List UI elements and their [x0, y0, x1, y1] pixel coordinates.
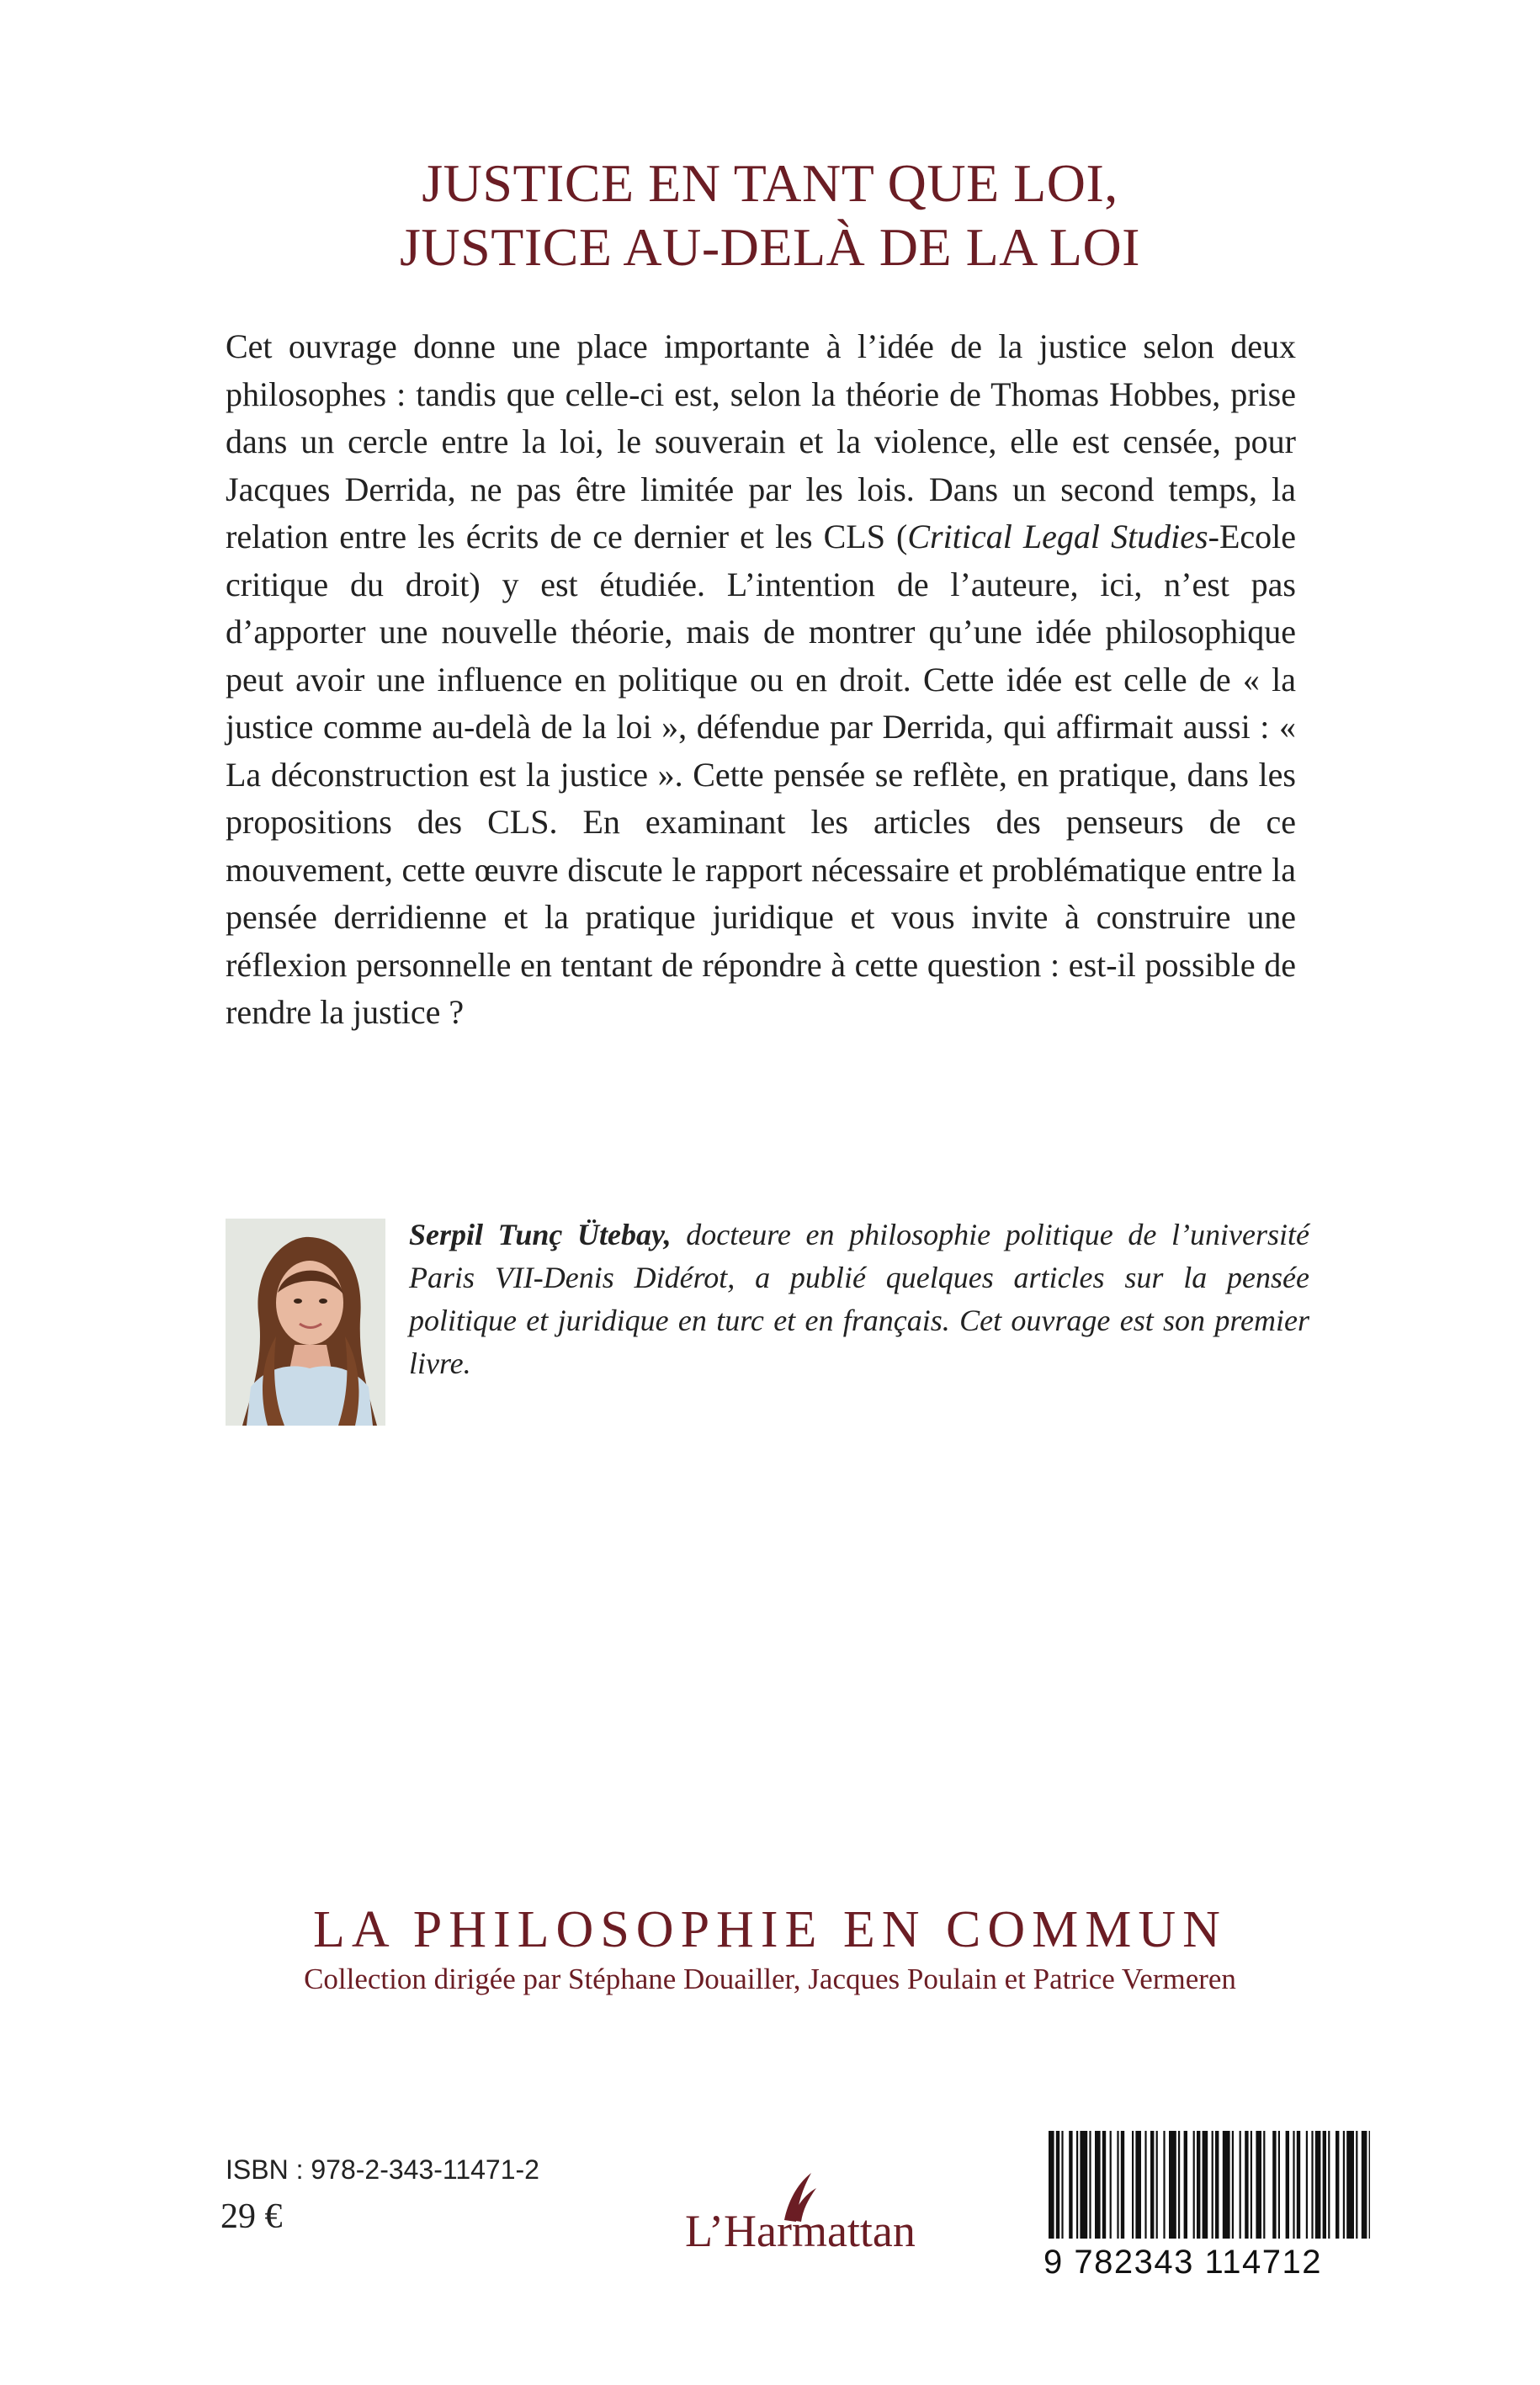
author-bio-text: docteure en philosophie politique de l’université Paris VII-Denis Didérot, a publié quelques articles sur la pensée politique et juridique en turc et en français. Cet ouvrage est son premier livre.	[409, 1218, 1309, 1380]
author-bio	[409, 1214, 1309, 1385]
book-title	[0, 151, 1540, 279]
barcode-digits: 9 782343 114712	[1043, 2244, 1322, 2281]
publisher-logo	[685, 2170, 946, 2262]
author-photo	[226, 1219, 385, 1426]
book-title-line-1: JUSTICE EN TANT QUE LOI,	[422, 153, 1118, 213]
summary-paragraph	[226, 323, 1296, 1037]
isbn-barcode	[1043, 2131, 1375, 2287]
back-cover-summary	[226, 323, 1296, 1037]
author-portrait-image	[226, 1219, 385, 1426]
book-title-line-2: JUSTICE AU-DELÀ DE LA LOI	[400, 217, 1140, 277]
price-label: 29 €	[220, 2197, 283, 2236]
publisher-name: L’Harmattan	[685, 2206, 916, 2256]
summary-text-part-2: -Ecole critique du droit) y est étudiée. L’intention de l’auteure, ici, n’est pas d’apporter une nouvelle théorie, mais de montrer qu’une idée philosophique peut avoir une influence en politique ou en droit. Cette idée est celle de « la justice comme au-delà de la loi », défendue par Derrida, qui affirmait aussi : « La déconstruction est la justice ». Cette pensée se reflète, en pratique, dans les propositions des CLS. En examinant les articles des penseurs de ce mouvement, cette œuvre discute le rapport nécessaire et problématique entre la pensée derridienne et la pratique juridique et vous invite à construire une réflexion personnelle en tentant de répondre à cette question : est-il possible de rendre la justice ?	[226, 518, 1296, 1031]
author-name: Serpil Tunç Ütebay,	[409, 1218, 672, 1251]
summary-italic-title: Critical Legal Studies	[907, 518, 1208, 555]
collection-directors: Collection dirigée par Stéphane Douailler, Jacques Poulain et Patrice Vermeren	[304, 1963, 1236, 1995]
collection-title: LA PHILOSOPHIE EN COMMUN	[313, 1901, 1227, 1958]
barcode-bars-icon	[1043, 2131, 1375, 2240]
isbn-label: ISBN : 978-2-343-11471-2	[226, 2154, 539, 2185]
summary-text-part-1: Cet ouvrage donne une place importante à l’idée de la justice selon deux philosophes : tandis que celle-ci est, selon la théorie de Thomas Hobbes, prise dans un cercle entre la loi, le souverain et la violence, elle est censée, pour Jacques Derrida, ne pas être limitée par les lois. Dans un second temps, la relation entre les écrits de ce dernier et les CLS (	[226, 327, 1296, 555]
